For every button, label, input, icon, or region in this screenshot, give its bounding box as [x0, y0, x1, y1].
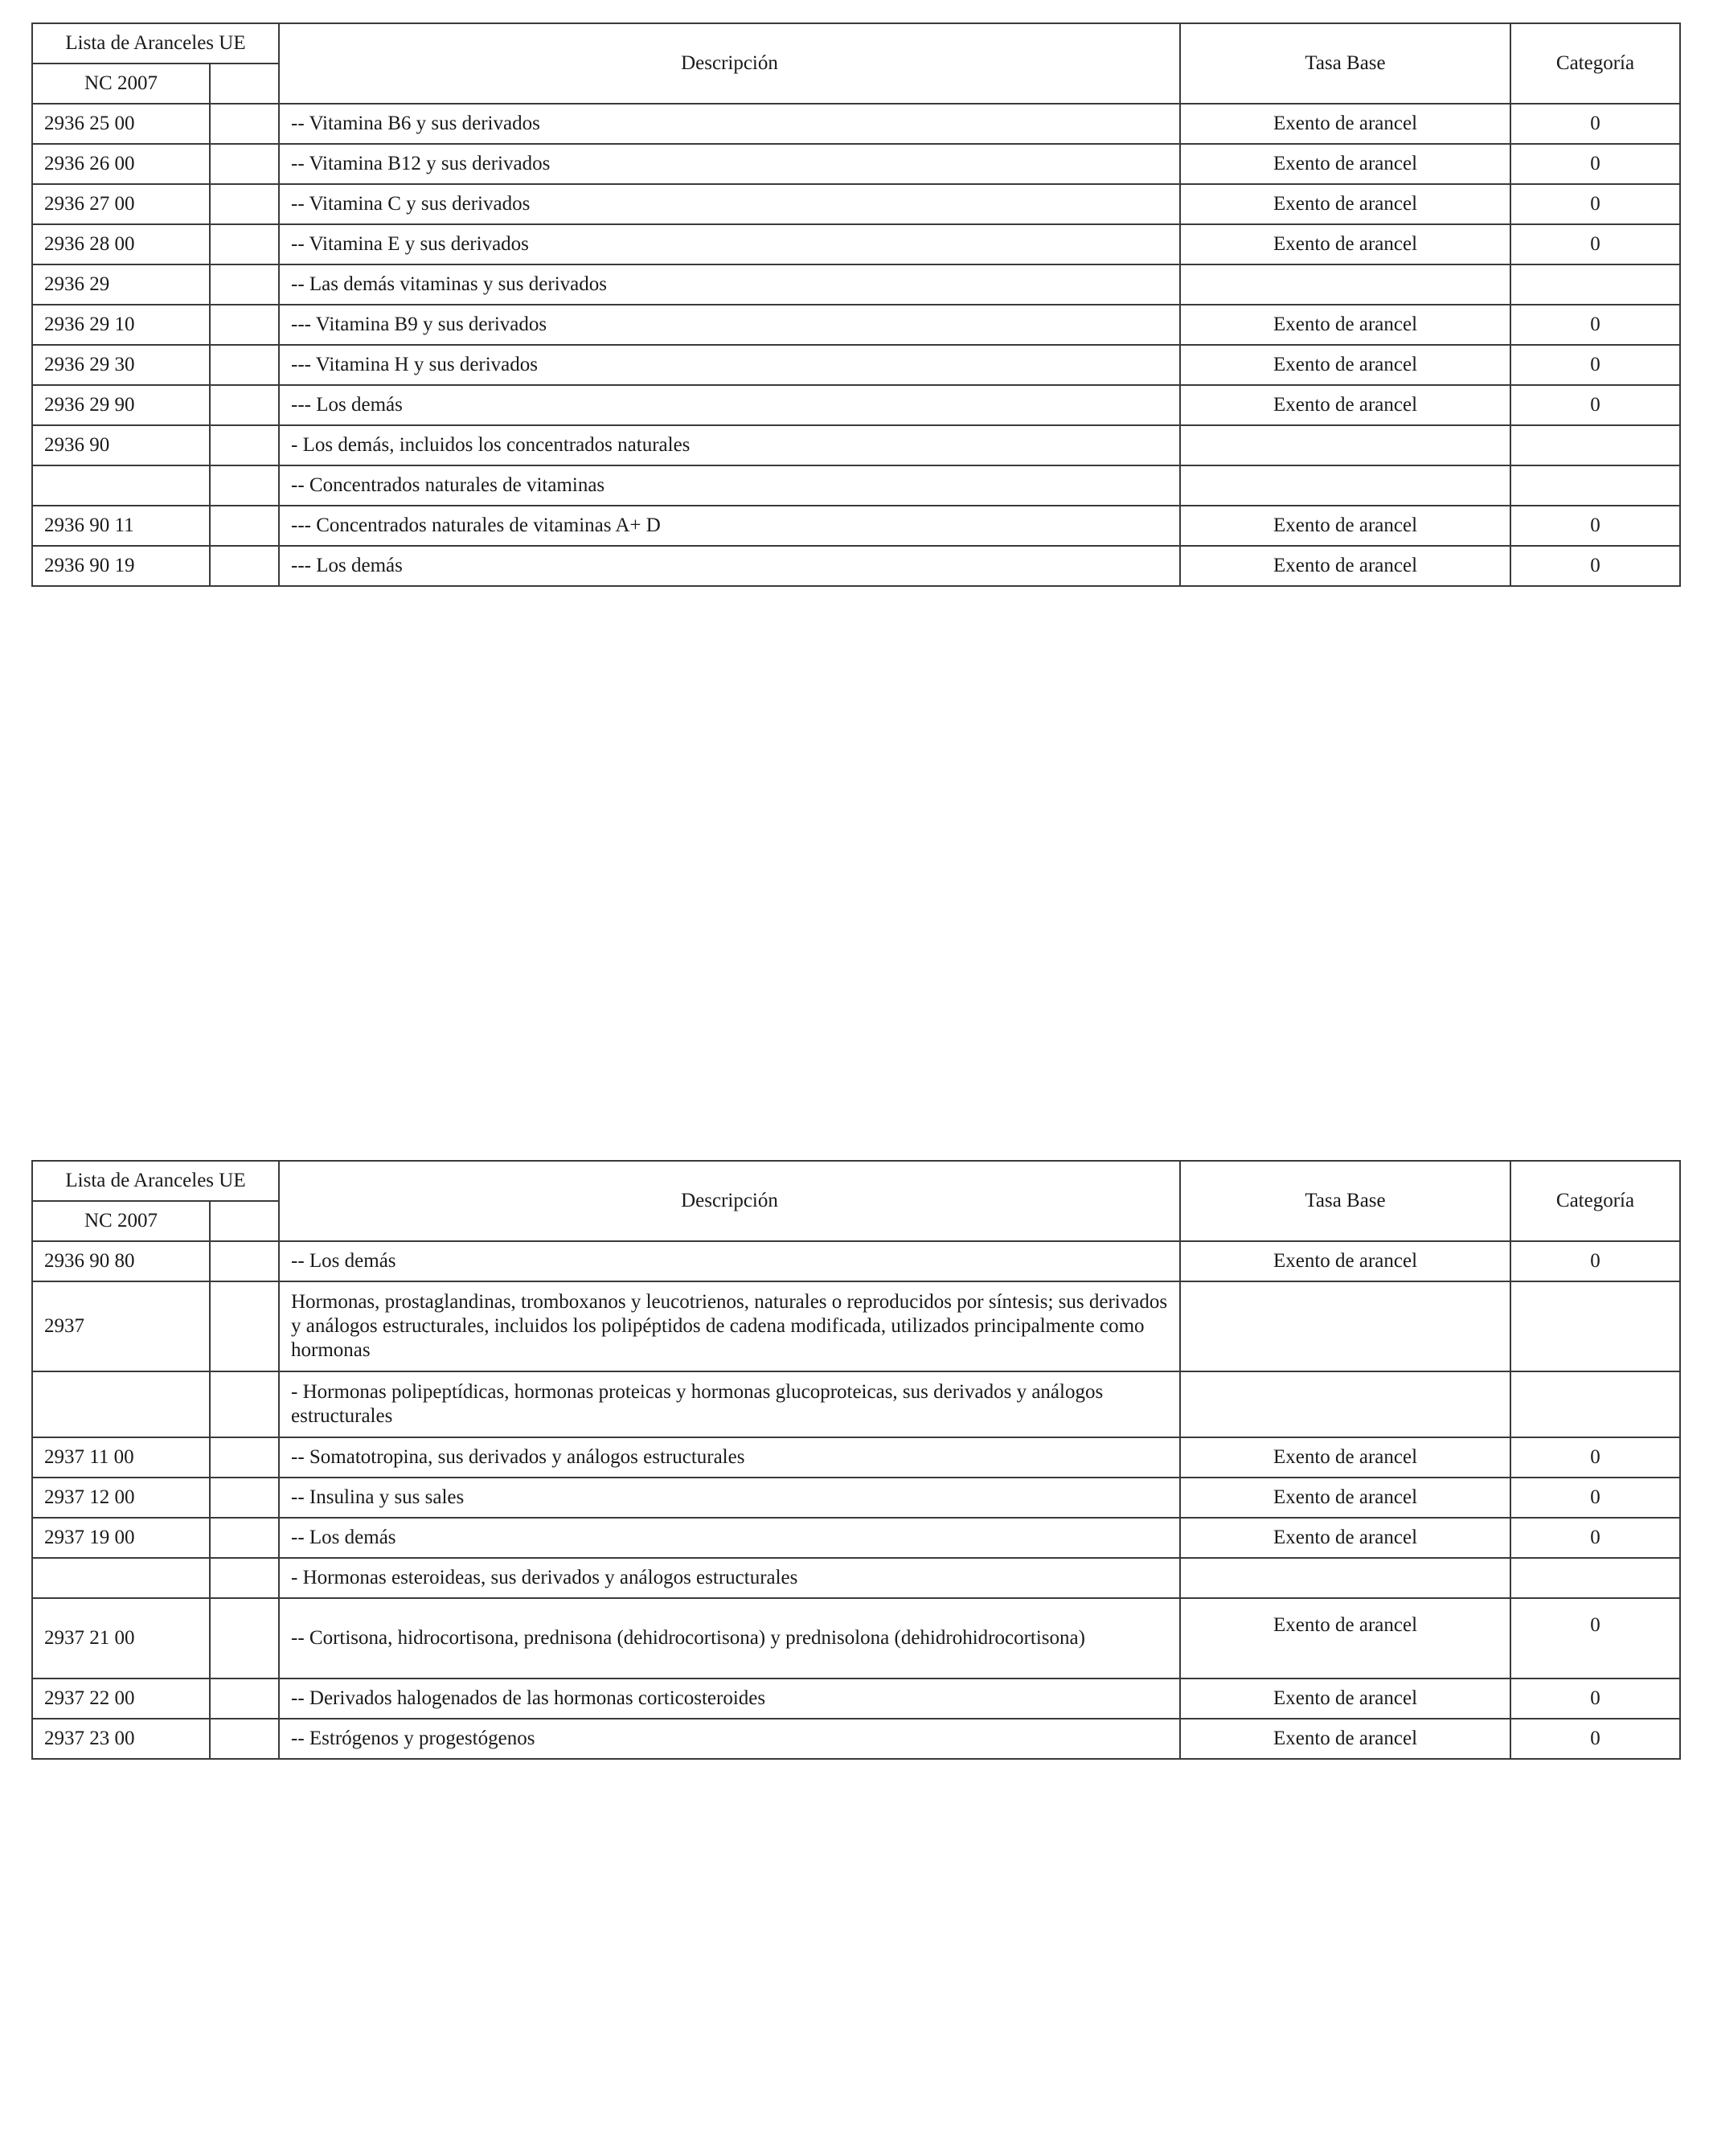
table-row — [32, 1371, 1680, 1437]
sub-cell — [210, 1558, 279, 1598]
code-cell — [32, 465, 210, 506]
rate-cell: Exento de arancel — [1180, 184, 1510, 224]
table-row — [32, 1518, 1680, 1558]
nc-sub-header — [210, 1201, 279, 1241]
sub-cell — [210, 1678, 279, 1719]
rate-header: Tasa Base — [1180, 23, 1510, 104]
sub-cell — [210, 305, 279, 345]
description-cell: --- Concentrados naturales de vitaminas A+ D — [279, 506, 1180, 546]
category-cell: 0 — [1510, 224, 1680, 264]
table-row — [32, 1719, 1680, 1759]
sub-cell — [210, 345, 279, 385]
table-row — [32, 1598, 1680, 1678]
code-cell: 2936 90 — [32, 425, 210, 465]
description-cell: - Los demás, incluidos los concentrados naturales — [279, 425, 1180, 465]
table-row — [32, 1437, 1680, 1478]
sub-cell — [210, 1478, 279, 1518]
description-cell: -- Los demás — [279, 1518, 1180, 1558]
category-cell: 0 — [1510, 1598, 1680, 1678]
list-header: Lista de Aranceles UE — [32, 23, 279, 64]
category-cell — [1510, 465, 1680, 506]
category-cell: 0 — [1510, 1478, 1680, 1518]
code-cell: 2937 — [32, 1281, 210, 1371]
rate-cell: Exento de arancel — [1180, 1598, 1510, 1678]
category-cell: 0 — [1510, 184, 1680, 224]
description-header: Descripción — [279, 1161, 1180, 1241]
nc-sub-header — [210, 64, 279, 104]
code-cell: 2936 29 30 — [32, 345, 210, 385]
table-row — [32, 345, 1680, 385]
category-cell: 0 — [1510, 546, 1680, 586]
description-cell: -- Cortisona, hidrocortisona, prednisona (dehidrocortisona) y prednisolona (dehidrohidrocortisona) — [279, 1598, 1180, 1678]
sub-cell — [210, 1281, 279, 1371]
rate-cell: Exento de arancel — [1180, 345, 1510, 385]
code-cell — [32, 1371, 210, 1437]
code-cell — [32, 1558, 210, 1598]
rate-cell — [1180, 425, 1510, 465]
code-cell: 2937 23 00 — [32, 1719, 210, 1759]
code-cell: 2936 29 10 — [32, 305, 210, 345]
code-cell: 2937 21 00 — [32, 1598, 210, 1678]
sub-cell — [210, 1719, 279, 1759]
rate-header: Tasa Base — [1180, 1161, 1510, 1241]
header-row — [32, 23, 1680, 64]
code-cell: 2936 25 00 — [32, 104, 210, 144]
rate-cell: Exento de arancel — [1180, 104, 1510, 144]
category-cell — [1510, 425, 1680, 465]
category-cell: 0 — [1510, 1678, 1680, 1719]
rate-cell — [1180, 465, 1510, 506]
sub-cell — [210, 506, 279, 546]
category-cell — [1510, 264, 1680, 305]
sub-cell — [210, 1437, 279, 1478]
code-cell: 2937 19 00 — [32, 1518, 210, 1558]
description-cell: -- Vitamina C y sus derivados — [279, 184, 1180, 224]
category-header: Categoría — [1510, 1161, 1680, 1241]
description-cell: Hormonas, prostaglandinas, tromboxanos y leucotrienos, naturales o reproducidos por síntesis; sus derivados y análogos estructurales, incluidos los polipéptidos de cadena modificada, utilizados principalmente como hormonas — [279, 1281, 1180, 1371]
description-cell: -- Los demás — [279, 1241, 1180, 1281]
rate-cell: Exento de arancel — [1180, 1678, 1510, 1719]
rate-cell — [1180, 264, 1510, 305]
table-row — [32, 184, 1680, 224]
table-row — [32, 425, 1680, 465]
sub-cell — [210, 425, 279, 465]
nc-header: NC 2007 — [32, 64, 210, 104]
category-cell — [1510, 1371, 1680, 1437]
description-cell: -- Vitamina B6 y sus derivados — [279, 104, 1180, 144]
category-cell: 0 — [1510, 506, 1680, 546]
category-header: Categoría — [1510, 23, 1680, 104]
description-cell: --- Los demás — [279, 385, 1180, 425]
description-cell: -- Somatotropina, sus derivados y análogos estructurales — [279, 1437, 1180, 1478]
table-row — [32, 1678, 1680, 1719]
description-cell: --- Vitamina B9 y sus derivados — [279, 305, 1180, 345]
code-cell: 2936 29 90 — [32, 385, 210, 425]
code-cell: 2936 29 — [32, 264, 210, 305]
table-row — [32, 224, 1680, 264]
rate-cell: Exento de arancel — [1180, 1518, 1510, 1558]
table-row — [32, 264, 1680, 305]
nc-header: NC 2007 — [32, 1201, 210, 1241]
table-row — [32, 506, 1680, 546]
rate-cell: Exento de arancel — [1180, 385, 1510, 425]
rate-cell: Exento de arancel — [1180, 1241, 1510, 1281]
rate-cell: Exento de arancel — [1180, 305, 1510, 345]
rate-cell — [1180, 1371, 1510, 1437]
rate-cell — [1180, 1281, 1510, 1371]
table-row — [32, 465, 1680, 506]
description-cell: --- Los demás — [279, 546, 1180, 586]
sub-cell — [210, 1371, 279, 1437]
category-cell: 0 — [1510, 1437, 1680, 1478]
rate-cell: Exento de arancel — [1180, 144, 1510, 184]
sub-cell — [210, 385, 279, 425]
table-row — [32, 305, 1680, 345]
rate-cell — [1180, 1558, 1510, 1598]
code-cell: 2936 90 80 — [32, 1241, 210, 1281]
rate-cell: Exento de arancel — [1180, 546, 1510, 586]
code-cell: 2937 12 00 — [32, 1478, 210, 1518]
table-row — [32, 104, 1680, 144]
table-row — [32, 1478, 1680, 1518]
description-cell: -- Concentrados naturales de vitaminas — [279, 465, 1180, 506]
rate-cell: Exento de arancel — [1180, 506, 1510, 546]
code-cell: 2936 28 00 — [32, 224, 210, 264]
code-cell: 2936 26 00 — [32, 144, 210, 184]
table-row — [32, 546, 1680, 586]
rate-cell: Exento de arancel — [1180, 1478, 1510, 1518]
sub-cell — [210, 546, 279, 586]
rate-cell: Exento de arancel — [1180, 1437, 1510, 1478]
code-cell: 2937 22 00 — [32, 1678, 210, 1719]
category-cell: 0 — [1510, 1518, 1680, 1558]
category-cell: 0 — [1510, 144, 1680, 184]
sub-cell — [210, 1518, 279, 1558]
description-cell: -- Vitamina B12 y sus derivados — [279, 144, 1180, 184]
description-cell: -- Derivados halogenados de las hormonas corticosteroides — [279, 1678, 1180, 1719]
category-cell — [1510, 1558, 1680, 1598]
category-cell: 0 — [1510, 305, 1680, 345]
sub-cell — [210, 264, 279, 305]
description-cell: - Hormonas esteroideas, sus derivados y análogos estructurales — [279, 1558, 1180, 1598]
table-row — [32, 1558, 1680, 1598]
description-cell: -- Las demás vitaminas y sus derivados — [279, 264, 1180, 305]
rate-cell: Exento de arancel — [1180, 224, 1510, 264]
description-cell: - Hormonas polipeptídicas, hormonas proteicas y hormonas glucoproteicas, sus derivados y análogos estructurales — [279, 1371, 1180, 1437]
sub-cell — [210, 1241, 279, 1281]
sub-cell — [210, 1598, 279, 1678]
tariff-table-2 — [31, 1160, 1681, 1760]
tariff-table-1 — [31, 23, 1681, 587]
table-row — [32, 1281, 1680, 1371]
category-cell: 0 — [1510, 1241, 1680, 1281]
code-cell: 2936 90 11 — [32, 506, 210, 546]
category-cell: 0 — [1510, 1719, 1680, 1759]
category-cell: 0 — [1510, 104, 1680, 144]
description-cell: -- Vitamina E y sus derivados — [279, 224, 1180, 264]
table-row — [32, 1241, 1680, 1281]
sub-cell — [210, 184, 279, 224]
sub-cell — [210, 144, 279, 184]
sub-cell — [210, 104, 279, 144]
header-row — [32, 1161, 1680, 1201]
description-cell: -- Insulina y sus sales — [279, 1478, 1180, 1518]
sub-cell — [210, 465, 279, 506]
description-cell: --- Vitamina H y sus derivados — [279, 345, 1180, 385]
category-cell: 0 — [1510, 345, 1680, 385]
rate-cell: Exento de arancel — [1180, 1719, 1510, 1759]
table-row — [32, 385, 1680, 425]
code-cell: 2936 90 19 — [32, 546, 210, 586]
sub-cell — [210, 224, 279, 264]
category-cell — [1510, 1281, 1680, 1371]
category-cell: 0 — [1510, 385, 1680, 425]
description-cell: -- Estrógenos y progestógenos — [279, 1719, 1180, 1759]
code-cell: 2937 11 00 — [32, 1437, 210, 1478]
code-cell: 2936 27 00 — [32, 184, 210, 224]
list-header: Lista de Aranceles UE — [32, 1161, 279, 1201]
description-header: Descripción — [279, 23, 1180, 104]
table-row — [32, 144, 1680, 184]
